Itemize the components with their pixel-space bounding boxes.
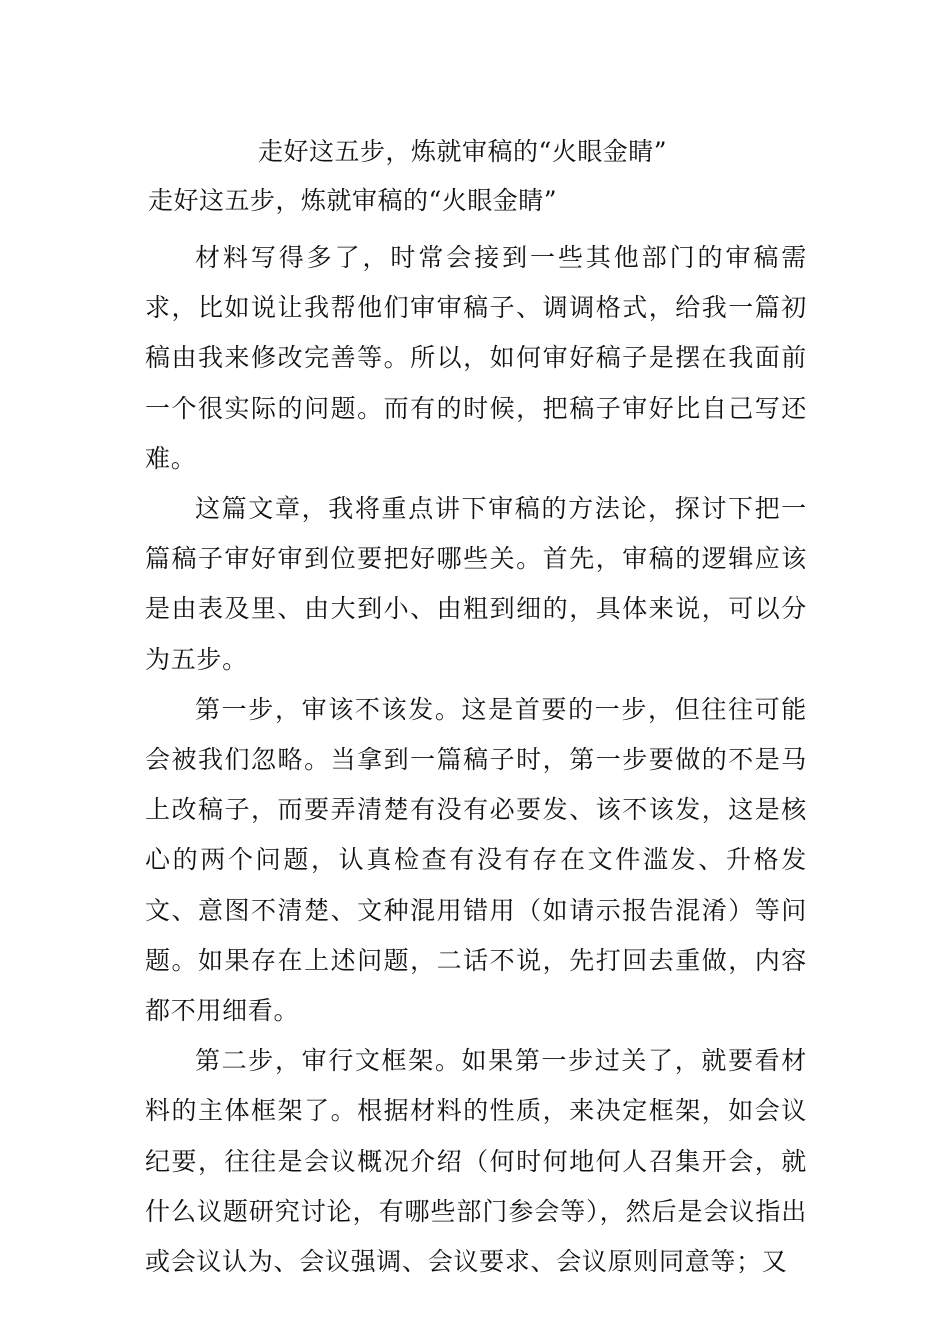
paragraph-step-two: 第二步，审行文框架。如果第一步过关了，就要看材料的主体框架了。根据材料的性质，来决定框架，如会议纪要，往往是会议概况介绍（何时何地何人召集开会，就什么议题研究讨论，有哪些部门参会等），然后是会议指出或会议认为、会议强调、会议要求、会议原则同意等；又 — [145, 1046, 807, 1277]
document-title: 走好这五步，炼就审稿的“火眼金睛” — [258, 137, 668, 166]
document-title-repeat: 走好这五步，炼就审稿的“火眼金睛” — [148, 186, 558, 215]
paragraph-method-overview: 这篇文章，我将重点讲下审稿的方法论，探讨下把一篇稿子审好审到位要把好哪些关。首先，审稿的逻辑应该是由表及里、由大到小、由粗到细的，具体来说，可以分为五步。 — [145, 494, 807, 674]
paragraph-intro: 材料写得多了，时常会接到一些其他部门的审稿需求，比如说让我帮他们审审稿子、调调格式，给我一篇初稿由我来修改完善等。所以，如何审好稿子是摆在我面前一个很实际的问题。而有的时候，把稿子审好比自己写还难。 — [145, 243, 807, 473]
document-body — [145, 233, 807, 1287]
paragraph-step-one: 第一步，审该不该发。这是首要的一步，但往往可能会被我们忽略。当拿到一篇稿子时，第一步要做的不是马上改稿子，而要弄清楚有没有必要发、该不该发，这是核心的两个问题，认真检查有没有存在文件滥发、升格发文、意图不清楚、文种混用错用（如请示报告混淆）等问题。如果存在上述问题，二话不说，先打回去重做，内容都不用细看。 — [145, 694, 807, 1026]
